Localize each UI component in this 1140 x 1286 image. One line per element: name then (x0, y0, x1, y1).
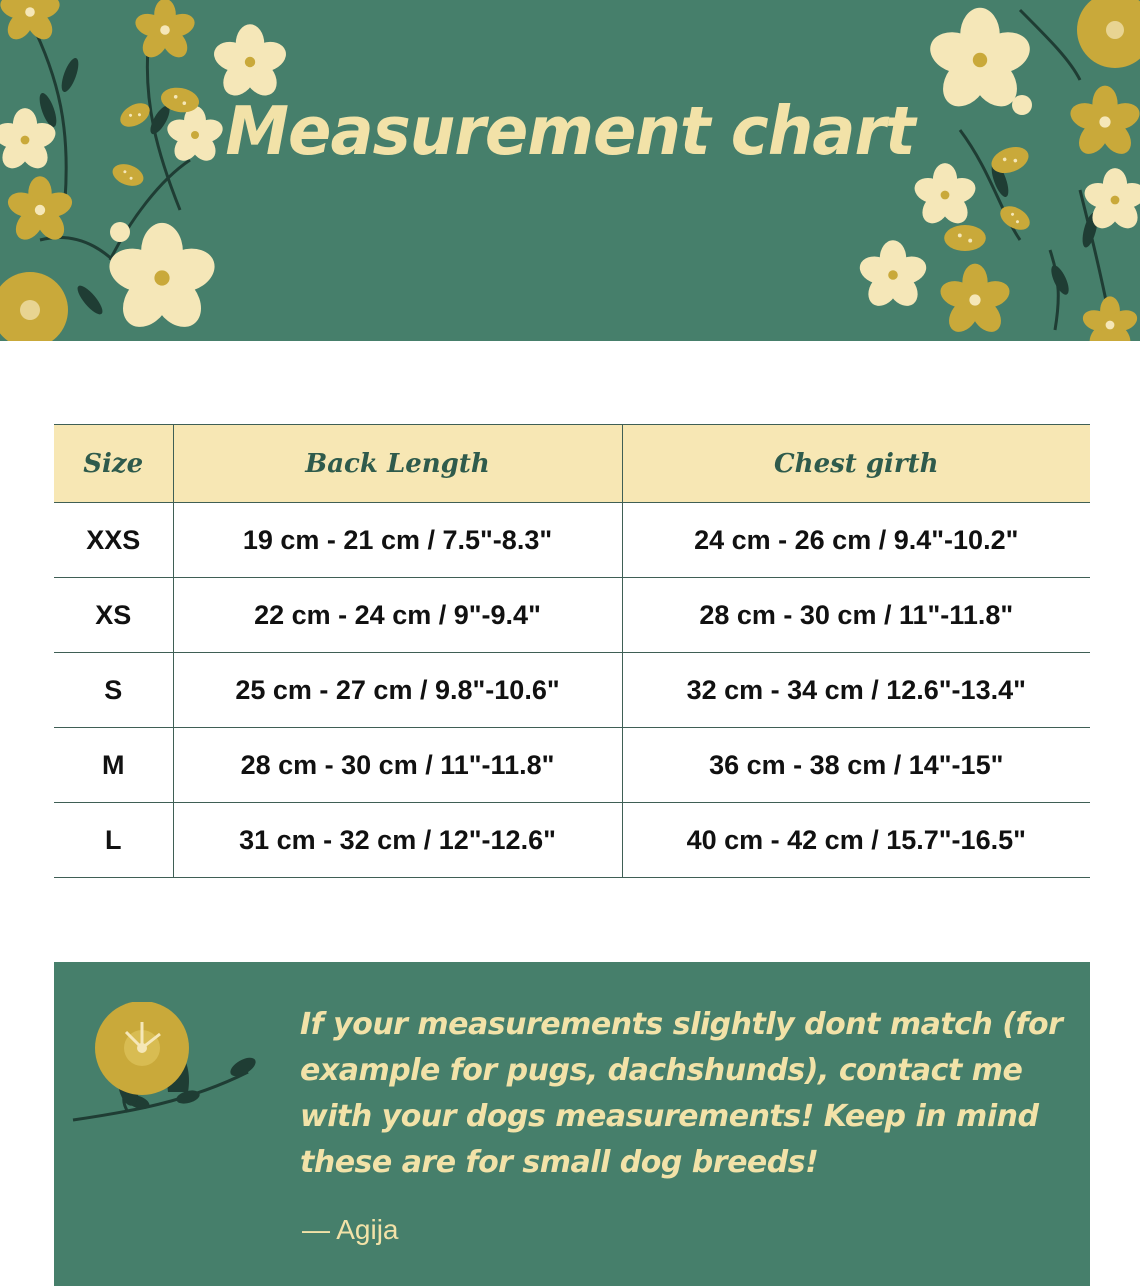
size-cell: M (54, 728, 173, 803)
note-author: — Agija (302, 1214, 399, 1245)
table-header-row (54, 425, 1090, 503)
back-length-cell: 19 cm - 21 cm / 7.5"-8.3" (173, 503, 622, 578)
size-table (54, 424, 1090, 878)
size-cell: S (54, 653, 173, 728)
column-header-back-length: Back Length (173, 425, 622, 503)
page-title: Measurement chart (225, 93, 915, 171)
table-row (54, 653, 1090, 728)
chest-girth-cell: 24 cm - 26 cm / 9.4"-10.2" (622, 503, 1090, 578)
size-cell: L (54, 803, 173, 878)
header-banner (0, 0, 1140, 341)
size-cell: XXS (54, 503, 173, 578)
back-length-cell: 22 cm - 24 cm / 9"-9.4" (173, 578, 622, 653)
chest-girth-cell: 40 cm - 42 cm / 15.7"-16.5" (622, 803, 1090, 878)
column-header-size: Size (54, 425, 173, 503)
back-length-cell: 25 cm - 27 cm / 9.8"-10.6" (173, 653, 622, 728)
chest-girth-cell: 28 cm - 30 cm / 11"-11.8" (622, 578, 1090, 653)
note-text: If your measurements slightly dont match (for example for pugs, dachshunds), contact me with your dogs measurements! Keep in mind these are for small dog breeds! (300, 1007, 1063, 1180)
chest-girth-cell: 36 cm - 38 cm / 14"-15" (622, 728, 1090, 803)
back-length-cell: 31 cm - 32 cm / 12"-12.6" (173, 803, 622, 878)
note-box (54, 962, 1090, 1286)
column-header-chest-girth: Chest girth (622, 425, 1090, 503)
morning-glory-icon (68, 1002, 298, 1172)
chest-girth-cell: 32 cm - 34 cm / 12.6"-13.4" (622, 653, 1090, 728)
table-row (54, 578, 1090, 653)
size-cell: XS (54, 578, 173, 653)
back-length-cell: 28 cm - 30 cm / 11"-11.8" (173, 728, 622, 803)
table-row (54, 503, 1090, 578)
table-row (54, 728, 1090, 803)
table-row (54, 803, 1090, 878)
